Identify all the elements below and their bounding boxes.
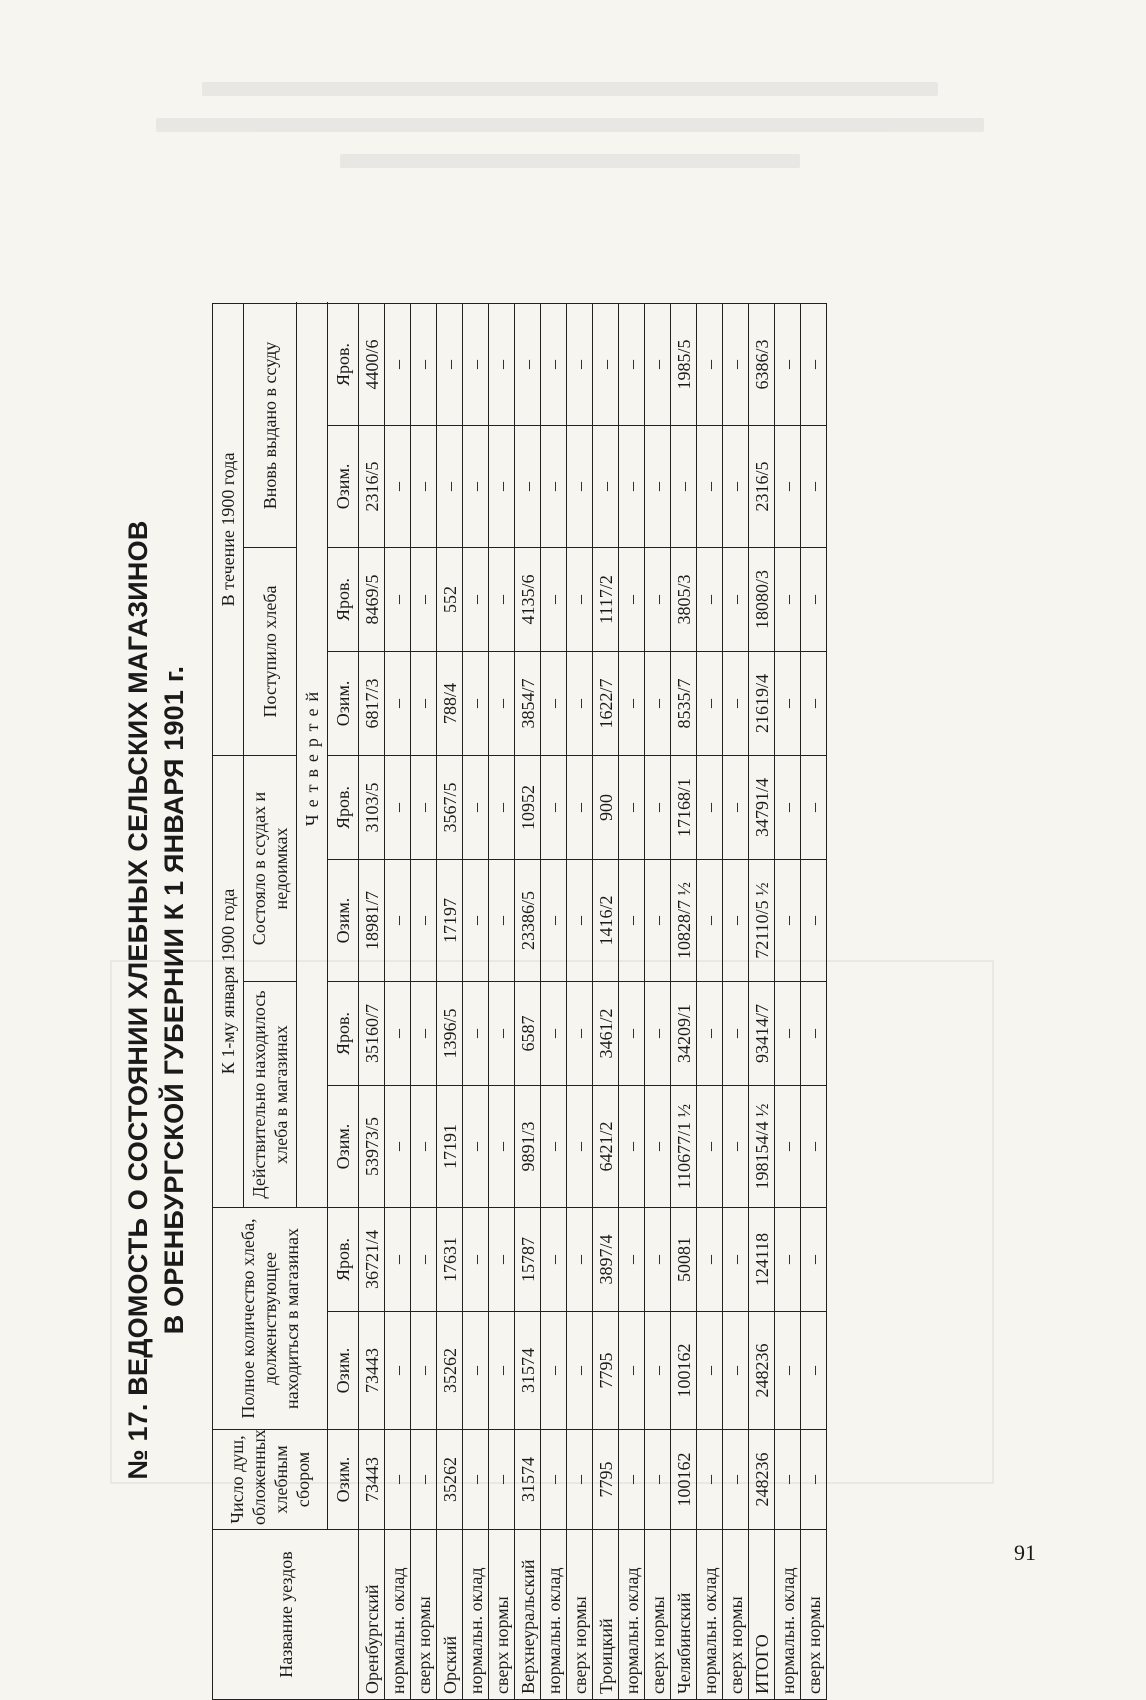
table-cell: 36721/4	[359, 1208, 385, 1312]
table-cell: 3461/2	[593, 982, 619, 1086]
table-cell: –	[411, 303, 437, 425]
table-cell: 124118	[749, 1208, 775, 1312]
table-cell: –	[541, 1086, 567, 1208]
header-loans: Состояло в ссудах и недоимках	[244, 755, 297, 981]
header-issued: Вновь выдано в ссуду	[244, 303, 297, 547]
table-cell: 35262	[437, 1312, 463, 1430]
table-cell: –	[619, 860, 645, 982]
table-cell: 1117/2	[593, 547, 619, 651]
table-row	[619, 303, 645, 1699]
table-cell: –	[697, 1208, 723, 1312]
table-cell: 8469/5	[359, 547, 385, 651]
table-cell: 17191	[437, 1086, 463, 1208]
table-cell: –	[723, 547, 749, 651]
table-cell: –	[801, 651, 827, 755]
subheader-yarov: Яров.	[328, 303, 359, 425]
table-cell: 17631	[437, 1208, 463, 1312]
table-cell: 6386/3	[749, 303, 775, 425]
table-cell: –	[411, 1086, 437, 1208]
table-cell: 1396/5	[437, 982, 463, 1086]
table-cell: –	[567, 425, 593, 547]
table-cell: –	[411, 425, 437, 547]
table-cell: –	[463, 860, 489, 982]
header-jan1-1900: К 1-му января 1900 года	[213, 755, 244, 1207]
table-cell: 17168/1	[671, 755, 697, 859]
subheader-ozim: Озим.	[328, 860, 359, 982]
table-cell: –	[645, 1086, 671, 1208]
table-cell: –	[463, 547, 489, 651]
table-cell: –	[437, 303, 463, 425]
table-row	[437, 303, 463, 1699]
table-cell: –	[567, 547, 593, 651]
row-label: сверх нормы	[489, 1530, 515, 1700]
table-cell: 110677/1 ½	[671, 1086, 697, 1208]
table-cell: –	[723, 982, 749, 1086]
rotated-page-content	[120, 300, 940, 1700]
table-cell: –	[437, 425, 463, 547]
table-cell: –	[385, 425, 411, 547]
table-cell: 18981/7	[359, 860, 385, 982]
table-cell: –	[385, 547, 411, 651]
table-row	[697, 303, 723, 1699]
table-cell: –	[411, 1208, 437, 1312]
table-row	[645, 303, 671, 1699]
table-cell: –	[489, 1430, 515, 1530]
table-cell: –	[541, 982, 567, 1086]
table-cell: 7795	[593, 1312, 619, 1430]
table-cell: –	[723, 1312, 749, 1430]
table-cell: –	[385, 1312, 411, 1430]
table-cell: 35262	[437, 1430, 463, 1530]
table-cell: –	[385, 982, 411, 1086]
table-cell: –	[411, 860, 437, 982]
table-cell: 2316/5	[359, 425, 385, 547]
table-cell: –	[645, 303, 671, 425]
table-cell: –	[801, 1208, 827, 1312]
table-cell: –	[619, 755, 645, 859]
table-cell: –	[541, 860, 567, 982]
row-label: нормальн. оклад	[463, 1530, 489, 1700]
table-row	[593, 303, 619, 1699]
table-row	[567, 303, 593, 1699]
table-cell: –	[463, 982, 489, 1086]
table-cell: 9891/3	[515, 1086, 541, 1208]
row-label: сверх нормы	[801, 1530, 827, 1700]
table-cell: 1622/7	[593, 651, 619, 755]
row-label: нормальн. оклад	[385, 1530, 411, 1700]
table-cell: 6421/2	[593, 1086, 619, 1208]
table-cell: –	[463, 1430, 489, 1530]
table-cell: –	[567, 1430, 593, 1530]
table-cell: –	[489, 303, 515, 425]
table-cell: –	[541, 1208, 567, 1312]
table-cell: –	[801, 1086, 827, 1208]
table-row	[541, 303, 567, 1699]
table-cell: –	[645, 755, 671, 859]
table-cell: –	[645, 1312, 671, 1430]
table-cell: –	[697, 860, 723, 982]
header-full-quantity: Полное количество хлеба, долженствующее находиться в магазинах	[213, 1208, 328, 1430]
table-cell: –	[723, 425, 749, 547]
table-cell: –	[775, 1312, 801, 1430]
table-cell: –	[541, 755, 567, 859]
table-cell: –	[489, 1208, 515, 1312]
table-cell: –	[801, 755, 827, 859]
table-cell: –	[645, 1208, 671, 1312]
document-title	[120, 300, 192, 1700]
table-row	[723, 303, 749, 1699]
table-cell: 50081	[671, 1208, 697, 1312]
table-cell: 34791/4	[749, 755, 775, 859]
table-cell: –	[801, 982, 827, 1086]
table-cell: 100162	[671, 1312, 697, 1430]
table-cell: –	[411, 1312, 437, 1430]
table-cell: 31574	[515, 1430, 541, 1530]
table-cell: –	[697, 755, 723, 859]
table-cell: –	[619, 1430, 645, 1530]
table-cell: 53973/5	[359, 1086, 385, 1208]
table-cell: –	[411, 755, 437, 859]
table-cell: –	[411, 651, 437, 755]
table-cell: –	[645, 1430, 671, 1530]
subheader-ozim: Озим.	[328, 1312, 359, 1430]
row-label: Челябинский	[671, 1530, 697, 1700]
table-cell: 3567/5	[437, 755, 463, 859]
table-cell: 10952	[515, 755, 541, 859]
table-cell: –	[619, 1086, 645, 1208]
table-cell: 6817/3	[359, 651, 385, 755]
table-cell: 900	[593, 755, 619, 859]
table-cell: –	[385, 860, 411, 982]
table-cell: –	[645, 425, 671, 547]
table-cell: –	[489, 547, 515, 651]
table-cell: –	[697, 425, 723, 547]
table-cell: –	[489, 1086, 515, 1208]
table-cell: –	[619, 303, 645, 425]
table-cell: –	[463, 1086, 489, 1208]
subheader-yarov: Яров.	[328, 755, 359, 859]
table-cell: –	[489, 755, 515, 859]
table-row	[801, 303, 827, 1699]
table-cell: –	[411, 1430, 437, 1530]
table-cell: –	[411, 982, 437, 1086]
table-cell: –	[645, 651, 671, 755]
table-cell: –	[385, 651, 411, 755]
table-cell: –	[567, 1086, 593, 1208]
table-cell: 4400/6	[359, 303, 385, 425]
subheader-ozim: Озим.	[328, 1086, 359, 1208]
row-label: сверх нормы	[723, 1530, 749, 1700]
table-cell: –	[775, 1208, 801, 1312]
title-line-1: № 17. ВЕДОМОСТЬ О СОСТОЯНИИ ХЛЕБНЫХ СЕЛЬСКИХ МАГАЗИНОВ	[123, 520, 153, 1480]
subheader-ozim: Озим.	[328, 651, 359, 755]
table-cell: –	[775, 547, 801, 651]
row-label: Троицкий	[593, 1530, 619, 1700]
table-cell: 15787	[515, 1208, 541, 1312]
title-line-2: В ОРЕНБУРГСКОЙ ГУБЕРНИИ К 1 ЯНВАРЯ 1901 г.	[159, 665, 189, 1335]
table-cell: 18080/3	[749, 547, 775, 651]
table-row	[463, 303, 489, 1699]
subheader-yarov: Яров.	[328, 547, 359, 651]
table-cell: –	[567, 755, 593, 859]
page-number: 91	[1014, 1540, 1036, 1565]
subheader-ozim: Озим.	[328, 1430, 359, 1530]
table-cell: –	[541, 651, 567, 755]
table-body	[359, 303, 827, 1699]
table-cell: 31574	[515, 1312, 541, 1430]
row-label: нормальн. оклад	[619, 1530, 645, 1700]
table-cell: –	[541, 303, 567, 425]
grain-stores-table	[212, 303, 827, 1700]
row-label: нормальн. оклад	[541, 1530, 567, 1700]
table-cell: –	[697, 982, 723, 1086]
table-cell: 1985/5	[671, 303, 697, 425]
table-cell: –	[723, 1208, 749, 1312]
table-cell: 3805/3	[671, 547, 697, 651]
table-cell: –	[463, 425, 489, 547]
table-cell: –	[385, 1086, 411, 1208]
table-cell: 73443	[359, 1312, 385, 1430]
header-actual-in-stores: Действительно находилось хлеба в магазинах	[244, 982, 297, 1208]
table-cell: –	[619, 425, 645, 547]
table-cell: 73443	[359, 1430, 385, 1530]
header-unit-chetverti: Четвертей	[297, 303, 328, 1207]
table-cell: –	[541, 1430, 567, 1530]
table-cell: –	[567, 1208, 593, 1312]
header-during-1900: В течение 1900 года	[213, 303, 244, 755]
table-cell: 17197	[437, 860, 463, 982]
table-cell: –	[775, 982, 801, 1086]
table-cell: –	[775, 303, 801, 425]
table-cell: –	[645, 982, 671, 1086]
table-cell: –	[723, 755, 749, 859]
table-cell: 100162	[671, 1430, 697, 1530]
table-cell: –	[489, 651, 515, 755]
table-row	[775, 303, 801, 1699]
table-cell: –	[697, 1430, 723, 1530]
row-label: сверх нормы	[567, 1530, 593, 1700]
table-cell: –	[541, 1312, 567, 1430]
table-cell: –	[801, 303, 827, 425]
table-cell: –	[385, 1208, 411, 1312]
table-cell: 10828/7 ½	[671, 860, 697, 982]
table-cell: –	[463, 1208, 489, 1312]
table-cell: 93414/7	[749, 982, 775, 1086]
table-cell: –	[567, 651, 593, 755]
table-cell: –	[463, 755, 489, 859]
table-cell: –	[775, 425, 801, 547]
header-souls: Число душ, обложенных хлебным сбором	[213, 1430, 328, 1530]
header-name: Название уездов	[213, 1530, 359, 1700]
row-label: Орский	[437, 1530, 463, 1700]
subheader-row	[328, 303, 359, 1699]
table-cell: –	[593, 303, 619, 425]
row-label: ИТОГО	[749, 1530, 775, 1700]
table-cell: 8535/7	[671, 651, 697, 755]
table-cell: 7795	[593, 1430, 619, 1530]
table-cell: –	[515, 425, 541, 547]
table-cell: –	[723, 860, 749, 982]
row-label: Оренбургский	[359, 1530, 385, 1700]
table-cell: –	[385, 1430, 411, 1530]
table-cell: –	[541, 547, 567, 651]
table-cell: –	[775, 755, 801, 859]
table-cell: 6587	[515, 982, 541, 1086]
table-row	[671, 303, 697, 1699]
table-cell: –	[801, 1430, 827, 1530]
table-row	[489, 303, 515, 1699]
table-cell: –	[593, 425, 619, 547]
table-cell: –	[489, 860, 515, 982]
table-cell: 248236	[749, 1430, 775, 1530]
table-cell: –	[619, 982, 645, 1086]
subheader-yarov: Яров.	[328, 1208, 359, 1312]
table-cell: 198154/4 ½	[749, 1086, 775, 1208]
table-cell: 552	[437, 547, 463, 651]
table-cell: –	[463, 303, 489, 425]
table-cell: –	[697, 1086, 723, 1208]
table-cell: 23386/5	[515, 860, 541, 982]
table-cell: –	[723, 1430, 749, 1530]
table-cell: 3897/4	[593, 1208, 619, 1312]
table-cell: –	[723, 1086, 749, 1208]
table-cell: –	[801, 425, 827, 547]
row-label: сверх нормы	[645, 1530, 671, 1700]
table-row	[411, 303, 437, 1699]
table-cell: 34209/1	[671, 982, 697, 1086]
row-label: нормальн. оклад	[697, 1530, 723, 1700]
table-cell: –	[775, 1086, 801, 1208]
table-cell: –	[697, 651, 723, 755]
table-cell: 1416/2	[593, 860, 619, 982]
table-cell: –	[619, 651, 645, 755]
table-cell: –	[567, 982, 593, 1086]
table-cell: –	[775, 1430, 801, 1530]
table-cell: –	[645, 860, 671, 982]
table-cell: –	[463, 651, 489, 755]
table-cell: 788/4	[437, 651, 463, 755]
table-cell: –	[489, 1312, 515, 1430]
table-cell: –	[775, 651, 801, 755]
table-cell: 4135/6	[515, 547, 541, 651]
table-cell: –	[385, 303, 411, 425]
table-row	[515, 303, 541, 1699]
row-label: Верхнеуральский	[515, 1530, 541, 1700]
subheader-yarov: Яров.	[328, 982, 359, 1086]
table-cell: –	[619, 1312, 645, 1430]
table-cell: –	[697, 303, 723, 425]
table-cell: –	[463, 1312, 489, 1430]
table-cell: –	[723, 303, 749, 425]
row-label: сверх нормы	[411, 1530, 437, 1700]
table-cell: –	[567, 1312, 593, 1430]
table-cell: 72110/5 ½	[749, 860, 775, 982]
table-cell: 3854/7	[515, 651, 541, 755]
table-cell: 21619/4	[749, 651, 775, 755]
subheader-ozim: Озим.	[328, 425, 359, 547]
table-cell: –	[801, 547, 827, 651]
table-cell: –	[697, 1312, 723, 1430]
table-cell: –	[385, 755, 411, 859]
table-row	[749, 303, 775, 1699]
table-cell: –	[723, 651, 749, 755]
table-cell: –	[567, 303, 593, 425]
table-cell: –	[489, 425, 515, 547]
row-label: нормальн. оклад	[775, 1530, 801, 1700]
table-cell: –	[801, 1312, 827, 1430]
header-received: Поступило хлеба	[244, 547, 297, 755]
table-cell: –	[619, 1208, 645, 1312]
table-cell: –	[411, 547, 437, 651]
table-cell: –	[541, 425, 567, 547]
table-cell: 35160/7	[359, 982, 385, 1086]
table-row	[385, 303, 411, 1699]
table-cell: –	[775, 860, 801, 982]
table-cell: 3103/5	[359, 755, 385, 859]
table-cell: –	[671, 425, 697, 547]
table-row	[359, 303, 385, 1699]
table-cell: –	[645, 547, 671, 651]
table-cell: –	[619, 547, 645, 651]
table-cell: 2316/5	[749, 425, 775, 547]
table-cell: –	[515, 303, 541, 425]
table-cell: –	[697, 547, 723, 651]
table-cell: –	[567, 860, 593, 982]
table-cell: –	[801, 860, 827, 982]
table-cell: 248236	[749, 1312, 775, 1430]
table-cell: –	[489, 982, 515, 1086]
